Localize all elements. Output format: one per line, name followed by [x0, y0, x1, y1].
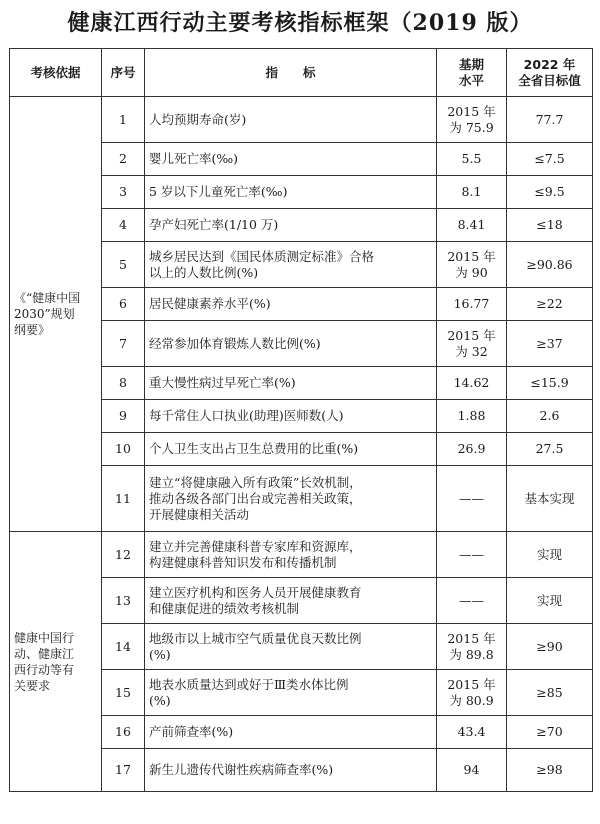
row-number: 6 — [102, 288, 145, 321]
indicator-text: 经常参加体育锻炼人数比例(%) — [145, 321, 437, 367]
target-value: ≥70 — [507, 716, 593, 749]
row-number: 10 — [102, 433, 145, 466]
page-title: 健康江西行动主要考核指标框架（2019 版） — [67, 10, 533, 36]
header-no: 序号 — [102, 49, 145, 97]
target-value: ≥98 — [507, 749, 593, 792]
row-number: 8 — [102, 367, 145, 400]
row-number: 14 — [102, 624, 145, 670]
base-level: —— — [437, 578, 507, 624]
row-number: 5 — [102, 242, 145, 288]
group-basis: 《“健康中国 2030”规划 纲要》 — [10, 97, 102, 532]
indicator-text: 建立医疗机构和医务人员开展健康教育 和健康促进的绩效考核机制 — [145, 578, 437, 624]
indicator-text: 个人卫生支出占卫生总费用的比重(%) — [145, 433, 437, 466]
target-value: ≤9.5 — [507, 176, 593, 209]
target-value: 实现 — [507, 532, 593, 578]
base-level: 16.77 — [437, 288, 507, 321]
base-level: —— — [437, 466, 507, 532]
base-level: —— — [437, 532, 507, 578]
base-level: 26.9 — [437, 433, 507, 466]
base-level: 2015 年 为 32 — [437, 321, 507, 367]
row-number: 9 — [102, 400, 145, 433]
indicator-text: 产前筛查率(%) — [145, 716, 437, 749]
base-level: 2015 年 为 80.9 — [437, 670, 507, 716]
row-number: 4 — [102, 209, 145, 242]
base-level: 1.88 — [437, 400, 507, 433]
target-value: 基本实现 — [507, 466, 593, 532]
header-target: 2022 年 全省目标值 — [507, 49, 593, 97]
base-level: 14.62 — [437, 367, 507, 400]
indicator-text: 建立“将健康融入所有政策”长效机制， 推动各级各部门出台或完善相关政策， 开展健康相关活动 — [145, 466, 437, 532]
target-value: 27.5 — [507, 433, 593, 466]
row-number: 3 — [102, 176, 145, 209]
target-value: 77.7 — [507, 97, 593, 143]
indicator-text: 婴儿死亡率(‰) — [145, 143, 437, 176]
indicator-text: 地级市以上城市空气质量优良天数比例 (%) — [145, 624, 437, 670]
target-value: ≥90 — [507, 624, 593, 670]
row-number: 16 — [102, 716, 145, 749]
indicator-text: 地表水质量达到或好于Ⅲ类水体比例 (%) — [145, 670, 437, 716]
indicator-table — [9, 48, 593, 792]
target-value: ≤18 — [507, 209, 593, 242]
indicator-text: 重大慢性病过早死亡率(%) — [145, 367, 437, 400]
base-level: 5.5 — [437, 143, 507, 176]
target-value: ≥85 — [507, 670, 593, 716]
row-number: 13 — [102, 578, 145, 624]
header-basis: 考核依据 — [10, 49, 102, 97]
row-number: 17 — [102, 749, 145, 792]
base-level: 94 — [437, 749, 507, 792]
target-value: ≤7.5 — [507, 143, 593, 176]
table-row — [10, 532, 593, 578]
target-value: ≥37 — [507, 321, 593, 367]
indicator-text: 城乡居民达到《国民体质测定标准》合格 以上的人数比例(%) — [145, 242, 437, 288]
row-number: 1 — [102, 97, 145, 143]
header-row — [10, 49, 593, 97]
target-value: 2.6 — [507, 400, 593, 433]
row-number: 2 — [102, 143, 145, 176]
base-level: 8.41 — [437, 209, 507, 242]
base-level: 2015 年 为 90 — [437, 242, 507, 288]
indicator-text: 孕产妇死亡率(1/10 万) — [145, 209, 437, 242]
row-number: 7 — [102, 321, 145, 367]
indicator-text: 新生儿遗传代谢性疾病筛查率(%) — [145, 749, 437, 792]
indicator-text: 每千常住人口执业(助理)医师数(人) — [145, 400, 437, 433]
table-row — [10, 97, 593, 143]
target-value: ≥22 — [507, 288, 593, 321]
row-number: 15 — [102, 670, 145, 716]
row-number: 11 — [102, 466, 145, 532]
base-level: 8.1 — [437, 176, 507, 209]
target-value: 实现 — [507, 578, 593, 624]
target-value: ≤15.9 — [507, 367, 593, 400]
indicator-text: 5 岁以下儿童死亡率(‰) — [145, 176, 437, 209]
header-base: 基期 水平 — [437, 49, 507, 97]
base-level: 2015 年 为 75.9 — [437, 97, 507, 143]
indicator-text: 居民健康素养水平(%) — [145, 288, 437, 321]
base-level: 2015 年 为 89.8 — [437, 624, 507, 670]
target-value: ≥90.86 — [507, 242, 593, 288]
indicator-text: 建立并完善健康科普专家库和资源库， 构建健康科普知识发布和传播机制 — [145, 532, 437, 578]
header-indicator: 指 标 — [145, 49, 437, 97]
table-body — [10, 97, 593, 792]
indicator-text: 人均预期寿命(岁) — [145, 97, 437, 143]
row-number: 12 — [102, 532, 145, 578]
group-basis: 健康中国行 动、健康江 西行动等有 关要求 — [10, 532, 102, 792]
base-level: 43.4 — [437, 716, 507, 749]
